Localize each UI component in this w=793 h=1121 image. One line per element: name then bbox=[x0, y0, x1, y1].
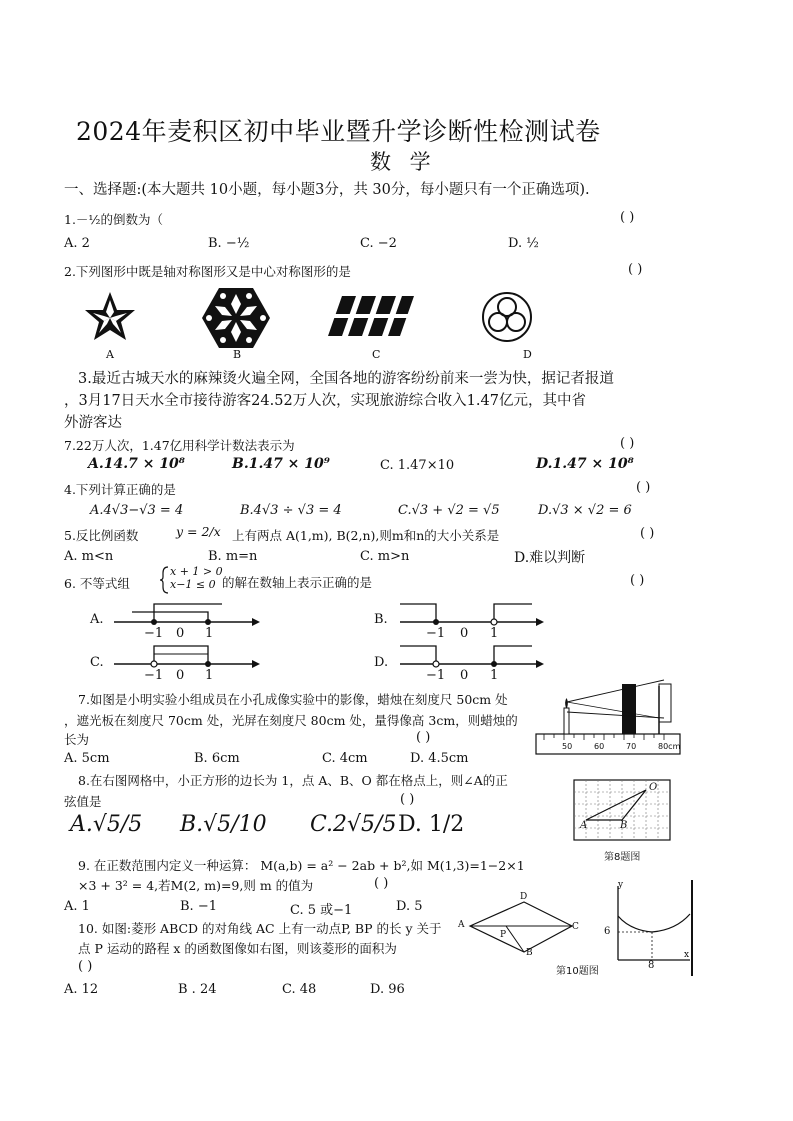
figure-a-star-icon bbox=[80, 290, 140, 346]
q4-option-d: D.√3 × √2 = 6 bbox=[538, 503, 632, 518]
q5-option-a: A. m<n bbox=[64, 549, 114, 564]
line-b-tick-neg1: −1 bbox=[426, 626, 446, 641]
q8-option-b: B.√5/10 bbox=[180, 812, 267, 837]
q3-option-a: A.14.7 × 10⁸ bbox=[88, 456, 185, 472]
question-7-line-2: ，遮光板在刻度尺 70cm 处，光屏在刻度尺 80cm 处，量得像高 3cm，则蜡烛的 bbox=[64, 713, 518, 728]
q9-option-c: C. 5 或−1 bbox=[290, 903, 353, 918]
question-10-line-1: 10. 如图:菱形 ABCD 的对角线 AC 上有一动点P, BP 的长 y 关于 bbox=[78, 921, 442, 936]
graph-x-tick-8: 8 bbox=[648, 960, 655, 971]
line-d-tick-neg1: −1 bbox=[426, 668, 446, 683]
rhombus-label-c: C bbox=[572, 922, 579, 932]
q7-option-b: B. 6cm bbox=[194, 751, 240, 766]
number-line-a bbox=[112, 598, 262, 644]
number-line-c-label: C. bbox=[90, 655, 104, 670]
q9-option-a: A. 1 bbox=[64, 899, 90, 914]
q8-option-c: C.2√5/5 bbox=[310, 812, 397, 837]
question-3-line-3: 外游客达 bbox=[64, 415, 122, 431]
figure-a-label: A bbox=[106, 348, 114, 361]
q7-option-d: D. 4.5cm bbox=[410, 751, 469, 766]
q10-option-c: C. 48 bbox=[282, 982, 317, 997]
rhombus-figure bbox=[466, 896, 578, 960]
q8-option-a: A.√5/5 bbox=[70, 812, 143, 837]
line-d-tick-1: 1 bbox=[490, 668, 499, 683]
number-line-d-label: D. bbox=[374, 655, 389, 670]
q9-option-d: D. 5 bbox=[396, 899, 423, 914]
line-d-tick-0: 0 bbox=[460, 668, 469, 683]
line-a-tick-1: 1 bbox=[205, 626, 214, 641]
rhombus-label-p: P bbox=[500, 930, 507, 940]
question-2-stem: 2.下列图形中既是轴对称图形又是中心对称图形的是 bbox=[64, 264, 351, 279]
graph-x-axis-label: x bbox=[684, 950, 690, 960]
question-7-line-1: 7.如图是小明实验小组成员在小孔成像实验中的影像，蜡烛在刻度尺 50cm 处 bbox=[78, 692, 508, 707]
line-b-tick-1: 1 bbox=[490, 626, 499, 641]
section-heading: 一、选择题:(本大题共 10小题，每小题3分，共 30分，每小题只有一个正确选项). bbox=[64, 182, 590, 198]
question-5-stem-b: 上有两点 A(1,m), B(2,n),则m和n的大小关系是 bbox=[232, 528, 500, 543]
system-brace-icon bbox=[160, 566, 170, 594]
point-a-label: A bbox=[580, 820, 588, 831]
q4-option-b: B.4√3 ÷ √3 = 4 bbox=[240, 503, 342, 518]
question-3-line-2: ，3月17日天水全市接待游客24.52万人次，实现旅游综合收入1.47亿元，其中省 bbox=[64, 393, 586, 409]
number-line-a-label: A. bbox=[90, 612, 104, 627]
figure-b-label: B bbox=[233, 348, 242, 361]
q10-option-a: A. 12 bbox=[64, 982, 99, 997]
question-5-stem-a: 5.反比例函数 bbox=[64, 528, 139, 543]
question-1-answer-slot: ( ) bbox=[620, 210, 635, 225]
graph-y-axis-label: y bbox=[618, 880, 624, 890]
q10-figure-caption: 第10题图 bbox=[556, 966, 599, 977]
question-6-stem-b: 的解在数轴上表示正确的是 bbox=[222, 575, 373, 590]
figure-d-label: D bbox=[523, 348, 532, 361]
figure-c-label: C bbox=[372, 348, 381, 361]
point-o-label: O bbox=[649, 782, 658, 793]
question-7-line-3: 长为 bbox=[64, 732, 90, 747]
q5-option-d: D.难以判断 bbox=[514, 550, 586, 566]
q3-option-b: B.1.47 × 10⁹ bbox=[232, 456, 330, 472]
ruler-label-50: 50 bbox=[562, 742, 573, 751]
q5-option-b: B. m=n bbox=[208, 549, 258, 564]
q10-option-b: B . 24 bbox=[178, 982, 217, 997]
q1-option-c: C. −2 bbox=[360, 236, 397, 251]
question-9-answer-slot: ( ) bbox=[374, 876, 389, 891]
q1-option-d: D. ½ bbox=[508, 236, 539, 251]
question-7-answer-slot: ( ) bbox=[416, 730, 431, 745]
rhombus-label-d: D bbox=[520, 892, 528, 902]
question-3-line-1: 3.最近古城天水的麻辣烫火遍全网，全国各地的游客纷纷前来一尝为快，据记者报道 bbox=[78, 371, 614, 387]
question-6-answer-slot: ( ) bbox=[630, 573, 645, 588]
question-9-line-1: 9. 在正数范围内定义一种运算： M(a,b) = a² − 2ab + b²,如 M(1,3)=1−2×1 bbox=[78, 858, 525, 873]
question-3-line-4: 7.22万人次，1.47亿用科学计数法表示为 bbox=[64, 438, 295, 453]
line-a-tick-0: 0 bbox=[176, 626, 185, 641]
question-5-formula: y = 2/x bbox=[176, 524, 221, 539]
line-c-tick-1: 1 bbox=[205, 668, 214, 683]
number-line-b bbox=[398, 598, 546, 644]
q9-option-b: B. −1 bbox=[180, 899, 217, 914]
question-8-answer-slot: ( ) bbox=[400, 792, 415, 807]
figure-d-circles-icon bbox=[478, 290, 536, 344]
q7-option-a: A. 5cm bbox=[64, 751, 110, 766]
q5-option-c: C. m>n bbox=[360, 549, 410, 564]
system-inequality-2: x−1 ≤ 0 bbox=[170, 578, 216, 591]
line-c-tick-neg1: −1 bbox=[144, 668, 164, 683]
q8-option-d: D. 1/2 bbox=[398, 812, 465, 837]
q1-option-a: A. 2 bbox=[64, 236, 90, 251]
line-b-tick-0: 0 bbox=[460, 626, 469, 641]
q10-option-d: D. 96 bbox=[370, 982, 405, 997]
q8-figure-caption: 第8题图 bbox=[604, 852, 641, 863]
q3-option-c: C. 1.47×10 bbox=[380, 458, 455, 473]
q4-option-c: C.√3 + √2 = √5 bbox=[398, 503, 500, 518]
graph-y-tick-6: 6 bbox=[604, 926, 611, 937]
number-line-d bbox=[398, 640, 546, 686]
question-6-stem-a: 6. 不等式组 bbox=[64, 576, 130, 591]
rhombus-label-a: A bbox=[458, 920, 465, 930]
number-line-c bbox=[112, 640, 262, 686]
number-line-b-label: B. bbox=[374, 612, 388, 627]
question-5-answer-slot: ( ) bbox=[640, 526, 655, 541]
rhombus-label-b: B bbox=[526, 948, 533, 958]
ruler-label-60: 60 bbox=[594, 742, 605, 751]
question-8-line-1: 8.在右图网格中，小正方形的边长为 1，点 A、B、O 都在格点上，则∠A的正 bbox=[78, 773, 508, 788]
question-9-line-2: ×3 + 3² = 4,若M(2, m)=9,则 m 的值为 bbox=[78, 878, 314, 893]
line-c-tick-0: 0 bbox=[176, 668, 185, 683]
question-10-answer-slot: ( ) bbox=[78, 959, 93, 974]
subject-title: 数 学 bbox=[370, 150, 437, 174]
ruler-label-70: 70 bbox=[626, 742, 637, 751]
system-inequality-1: x + 1 > 0 bbox=[170, 565, 223, 578]
question-3-answer-slot: ( ) bbox=[620, 436, 635, 451]
q7-option-c: C. 4cm bbox=[322, 751, 368, 766]
question-4-answer-slot: ( ) bbox=[636, 480, 651, 495]
question-2-answer-slot: ( ) bbox=[628, 262, 643, 277]
figure-c-parallelograms-icon bbox=[328, 294, 414, 340]
point-b-label: B bbox=[620, 820, 628, 831]
question-10-line-2: 点 P 运动的路程 x 的函数图像如右图，则该菱形的面积为 bbox=[78, 941, 397, 956]
question-8-line-2: 弦值是 bbox=[64, 794, 102, 809]
q3-option-d: D.1.47 × 10⁸ bbox=[536, 456, 634, 472]
page-title: 2024年麦积区初中毕业暨升学诊断性检测试卷 bbox=[76, 117, 601, 146]
question-1-stem: 1.－½的倒数为（ bbox=[64, 212, 164, 227]
line-a-tick-neg1: −1 bbox=[144, 626, 164, 641]
question-4-stem: 4.下列计算正确的是 bbox=[64, 482, 176, 497]
ruler-label-80: 80cm bbox=[658, 742, 681, 751]
q1-option-b: B. −½ bbox=[208, 236, 250, 251]
q4-option-a: A.4√3−√3 = 4 bbox=[90, 503, 184, 518]
grid-figure-q8 bbox=[574, 780, 672, 844]
figure-b-hexagon-snowflake-icon bbox=[200, 286, 272, 350]
